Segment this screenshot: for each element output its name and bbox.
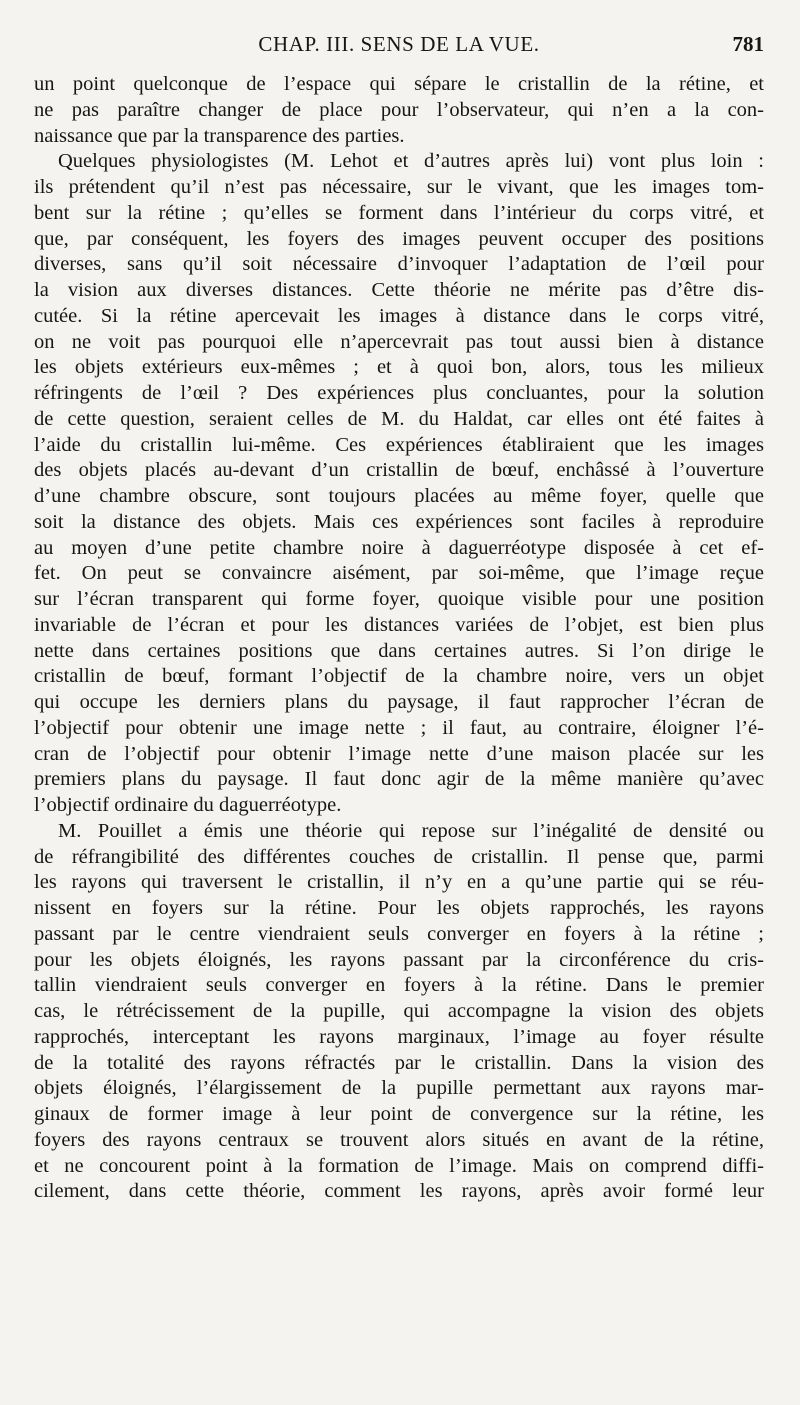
text-line: diverses, sans qu’il soit nécessaire d’invoquer l’adaptation de l’œil pour [34,253,764,276]
text-line: nette dans certaines positions que dans certaines autres. Si l’on dirige le [34,639,764,662]
text-line: la vision aux diverses distances. Cette théorie ne mérite pas d’être dis- [34,279,764,301]
text-line: d’une chambre obscure, sont toujours placées au même foyer, quelle que [34,485,764,507]
text-line: premiers plans du paysage. Il faut donc agir de la même manière qu’avec [34,768,764,791]
text-line: pour les objets éloignés, les rayons passant par la circonférence du cris- [34,948,764,971]
paragraph-continuation [34,72,764,149]
text-line: de la totalité des rayons réfractés par le cristallin. Dans la vision des [34,1051,764,1074]
text-line: tallin viendraient seuls converger en foyers à la rétine. Dans le premier [34,974,764,997]
text-line: cran de l’objectif pour obtenir l’image nette d’une maison placée sur les [34,742,764,765]
text-line: l’objectif ordinaire du daguerréotype. [34,794,342,816]
text-line: ginaux de former image à leur point de convergence sur la rétine, les [34,1103,764,1125]
text-line: M. Pouillet a émis une théorie qui repose sur l’inégalité de densité ou [58,819,764,842]
text-line: soit la distance des objets. Mais ces expériences sont faciles à reproduire [34,510,764,533]
paragraph-pouillet-theory [34,819,764,1205]
text-line: cilement, dans cette théorie, comment les rayons, après avoir formé leur [34,1180,764,1203]
text-line: fet. On peut se convaincre aisément, par soi-même, que l’image reçue [34,562,764,585]
text-line: les objets extérieurs eux-mêmes ; et à quoi bon, alors, tous les milieux [34,356,764,379]
text-line: ne pas paraître changer de place pour l’observateur, qui n’en a la con- [34,98,764,121]
text-line: on ne voit pas pourquoi elle n’apercevrait pas tout aussi bien à distance [34,330,764,353]
text-line: Quelques physiologistes (M. Lehot et d’autres après lui) vont plus loin : [58,150,764,173]
text-line: naissance que par la transparence des parties. [34,124,405,147]
paragraph-lehot-theory [34,149,764,819]
text-line: l’aide du cristallin lui-même. Ces expériences établiraient que les images [34,433,764,456]
text-line: au moyen d’une petite chambre noire à daguerréotype disposée à cet ef- [34,536,764,559]
running-head: CHAP. III. SENS DE LA VUE. [258,32,540,56]
text-line: bent sur la rétine ; qu’elles se forment dans l’intérieur du corps vitré, et [34,201,764,224]
text-line: qui occupe les derniers plans du paysage, il faut rapprocher l’écran de [34,691,764,713]
text-line: objets éloignés, l’élargissement de la pupille permettant aux rayons mar- [34,1077,764,1100]
text-line: invariable de l’écran et pour les distances variées de l’objet, est bien plus [34,613,764,636]
text-line: cutée. Si la rétine apercevait les images à distance dans le corps vitré, [34,304,764,327]
text-line: et ne concourent point à la formation de l’image. Mais on comprend diffi- [34,1154,764,1177]
text-line: rapprochés, interceptant les rayons marginaux, l’image au foyer résulte [34,1025,764,1048]
text-line: foyers des rayons centraux se trouvent alors situés en avant de la rétine, [34,1128,764,1151]
text-line: cristallin de bœuf, formant l’objectif de la chambre noire, vers un objet [34,665,764,688]
text-line: l’objectif pour obtenir une image nette ; il faut, au contraire, éloigner l’é- [34,716,764,739]
text-line: passant par le centre viendraient seuls converger en foyers à la rétine ; [34,922,764,945]
text-line: que, par conséquent, les foyers des images peuvent occuper des positions [34,227,764,250]
body-text [34,72,764,1205]
text-line: un point quelconque de l’espace qui sépare le cristallin de la rétine, et [34,73,764,95]
text-line: les rayons qui traversent le cristallin, il n’y en a qu’une partie qui se réu- [34,871,764,894]
text-line: de cette question, seraient celles de M. du Haldat, car elles ont été faites à [34,407,764,430]
text-line: cas, le rétrécissement de la pupille, qui accompagne la vision des objets [34,1000,764,1022]
text-line: sur l’écran transparent qui forme foyer, quoique visible pour une position [34,588,764,610]
text-line: de réfrangibilité des différentes couches de cristallin. Il pense que, parmi [34,845,764,868]
text-line: réfringents de l’œil ? Des expériences plus concluantes, pour la solution [34,382,764,404]
page-number: 781 [732,32,764,56]
text-line: ils prétendent qu’il n’est pas nécessaire, sur le vivant, que les images tom- [34,176,764,198]
text-line: nissent en foyers sur la rétine. Pour les objets rapprochés, les rayons [34,897,764,919]
text-line: des objets placés au-devant d’un cristallin de bœuf, enchâssé à l’ouverture [34,459,764,482]
page-header [34,32,764,62]
